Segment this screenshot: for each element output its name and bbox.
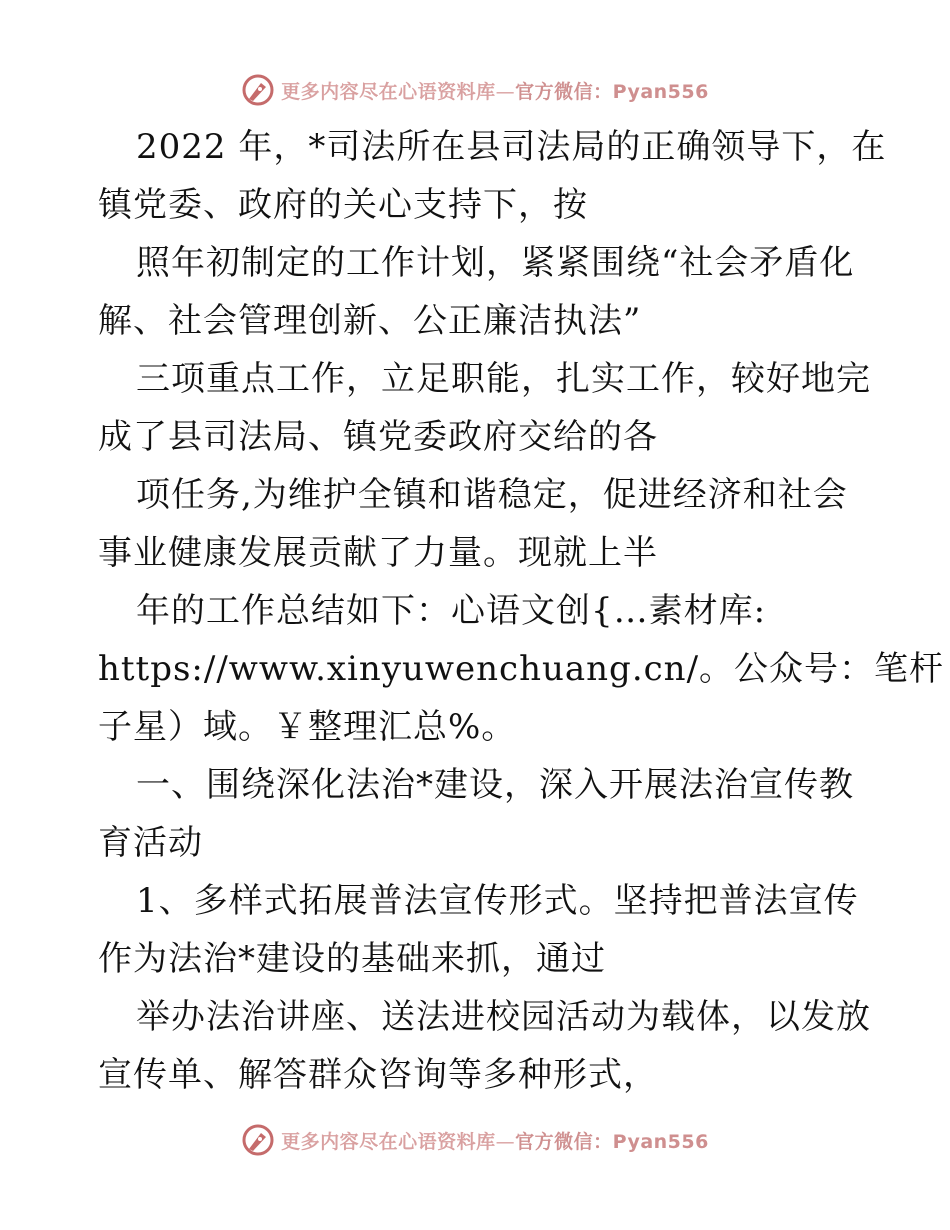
body-line-16: 举办法治讲座、送法进校园活动为载体，以发放 (136, 997, 871, 1037)
brand-text: 更多内容尽在心语资料库 (281, 1130, 496, 1153)
brand-text: 更多内容尽在心语资料库 (281, 80, 496, 103)
section-heading-line-1: 一、围绕深化法治*建设，深入开展法治宣传教 (136, 765, 854, 805)
footer-watermark-text (281, 1127, 709, 1154)
pen-nib-circle-icon (241, 1123, 275, 1157)
body-line-6: 成了县司法局、镇党委政府交给的各 (98, 417, 658, 457)
banner-separator: — (495, 1130, 516, 1153)
body-line-14: 1、多样式拓展普法宣传形式。坚持把普法宣传 (136, 881, 859, 921)
body-line-4: 解、社会管理创新、公正廉洁执法” (98, 301, 642, 341)
body-line-3: 照年初制定的工作计划，紧紧围绕“社会矛盾化 (136, 243, 855, 283)
footer-watermark-banner (0, 1120, 950, 1160)
body-line-2: 镇党委、政府的关心支持下，按 (98, 185, 588, 225)
body-line-1: 2022 年，*司法所在县司法局的正确领导下，在 (136, 127, 887, 167)
banner-separator: — (495, 80, 516, 103)
header-watermark-text (281, 77, 709, 104)
body-line-9: 年的工作总结如下：心语文创{…素材库: (136, 591, 767, 631)
body-line-8: 事业健康发展贡献了力量。现就上半 (98, 533, 658, 573)
document-body (98, 118, 945, 1104)
pen-nib-circle-icon (241, 73, 275, 107)
body-line-7: 项任务,为维护全镇和谐稳定，促进经济和社会 (136, 475, 848, 515)
body-line-10: https://www.xinyuwenchuang.cn/。公众号：笔杆 (98, 649, 945, 689)
header-watermark-banner (0, 70, 950, 110)
wechat-text: 官方微信：Pyan556 (515, 80, 709, 103)
section-heading-line-2: 育活动 (98, 823, 203, 863)
body-line-11: 子星）域。￥整理汇总%。 (98, 707, 517, 747)
wechat-text: 官方微信：Pyan556 (515, 1130, 709, 1153)
body-line-15: 作为法治*建设的基础来抓，通过 (98, 939, 606, 979)
body-line-17: 宣传单、解答群众咨询等多种形式， (98, 1055, 658, 1095)
body-line-5: 三项重点工作，立足职能，扎实工作，较好地完 (136, 359, 871, 399)
